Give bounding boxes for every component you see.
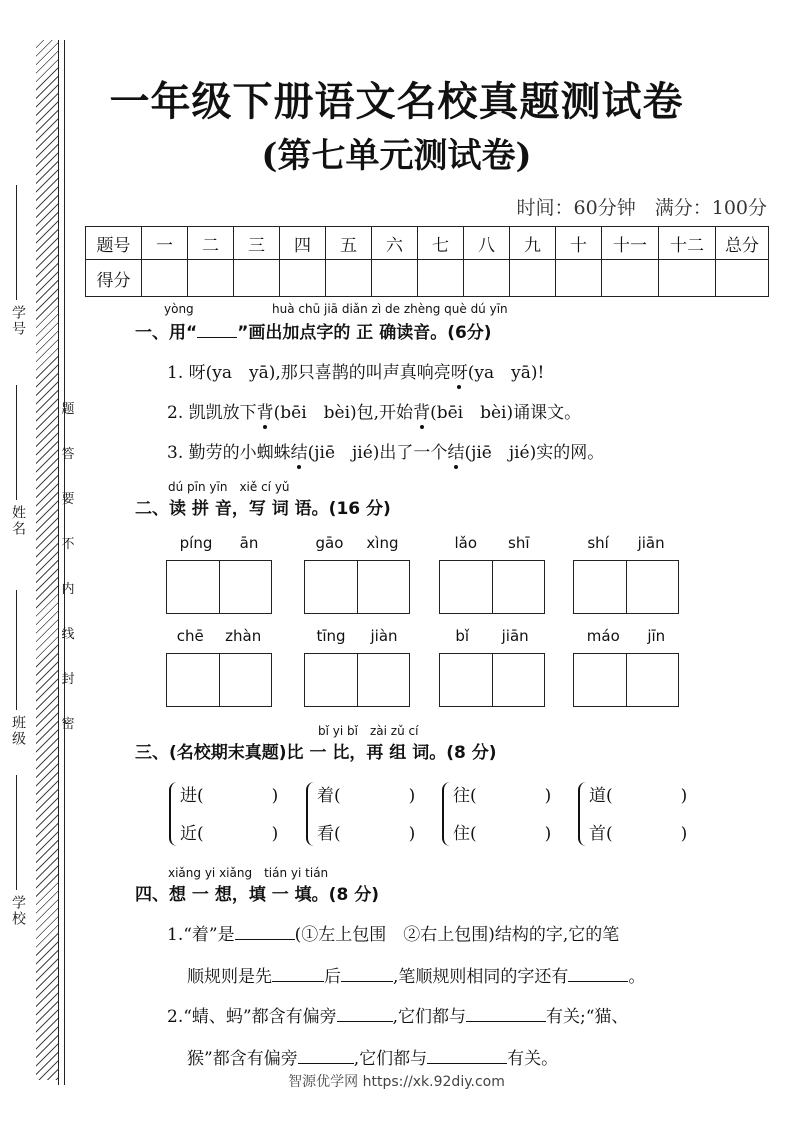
compare-item[interactable]: 看( ) [317,824,416,844]
compare-item[interactable]: 住( ) [453,824,552,844]
writing-boxes[interactable] [166,560,272,614]
section2-pinyin: dú pīn yīn xiě cí yǔ [168,480,290,494]
margin-label-school: 学校 [10,895,26,927]
section1-pinyin-b: huà chū jiā diǎn zì de zhèng què dú yīn [272,302,508,316]
score-cell[interactable] [188,260,234,297]
score-cell[interactable] [326,260,372,297]
q4-line3: 2.“蜻、蚂”都含有偏旁 ,它们都与 有关;“猫、 [167,1007,629,1027]
brace-icon [578,782,588,846]
section3-pinyin: bǐ yi bǐ zài zǔ cí [318,724,419,738]
binding-line [58,40,59,1085]
score-cell[interactable] [510,260,556,297]
answer-blank[interactable] [427,1047,507,1064]
section1-pinyin-a: yòng [164,302,194,316]
table-cell: 四 [280,227,326,260]
seal-char: 内 [61,582,75,597]
brace-icon [306,782,316,846]
score-cell[interactable] [602,260,659,297]
seal-char: 密 [61,717,75,732]
answer-blank[interactable] [341,965,393,982]
brace-icon [442,782,452,846]
section4-pinyin: xiǎng yi xiǎng tián yi tián [168,866,329,880]
section3-title: 三、(名校期末真题)比 一 比，再 组 词。(8 分) [135,743,497,763]
page-title: 一年级下册语文名校真题测试卷 [109,78,684,125]
q4-line2: 顺规则是先 后 ,笔顺规则相同的字还有 。 [187,967,646,987]
footer-watermark: 智源优学网 https://xk.92diy.com [288,1074,505,1090]
score-cell[interactable] [234,260,280,297]
seal-char: 答 [61,447,75,462]
q1-line1: 1. 呀(ya yā),那只喜鹊的叫声真响亮呀(ya yā)! [167,363,545,383]
margin-label-name: 姓名 [10,505,26,537]
table-cell: 十二 [659,227,716,260]
answer-blank[interactable] [466,1005,546,1022]
answer-blank[interactable] [235,923,295,940]
compare-item[interactable]: 进( ) [180,786,279,806]
compare-item[interactable]: 道( ) [589,786,688,806]
score-cell[interactable] [418,260,464,297]
seal-char: 线 [61,627,75,642]
seal-char: 封 [61,672,75,687]
table-cell: 六 [372,227,418,260]
section4-title: 四、想 一 想，填 一 填。(8 分) [135,885,379,905]
compare-item[interactable]: 首( ) [589,824,688,844]
table-cell: 八 [464,227,510,260]
compare-item[interactable]: 着( ) [317,786,416,806]
binding-line-inner [64,40,65,1085]
q4-line1: 1.“着”是 (①左上包围 ②右上包围)结构的字,它的笔 [167,925,620,945]
compare-item[interactable]: 近( ) [180,824,279,844]
section1-title: 一、用“ ”画出加点字的 正 确读音。(6分) [135,323,492,343]
score-cell[interactable] [372,260,418,297]
table-cell: 十一 [602,227,659,260]
seal-char: 要 [61,492,75,507]
page-subtitle: (第七单元测试卷) [261,136,532,176]
table-cell: 五 [326,227,372,260]
writing-boxes[interactable] [573,560,679,614]
table-cell: 九 [510,227,556,260]
table-cell: 一 [142,227,188,260]
table-row [86,227,769,260]
brace-icon [169,782,179,846]
score-cell[interactable] [142,260,188,297]
section2-title: 二、读 拼 音，写 词 语。(16 分) [135,499,391,519]
score-table [85,226,769,297]
writing-boxes[interactable] [439,560,545,614]
answer-blank[interactable] [298,1047,354,1064]
margin-label-class: 班级 [10,715,26,747]
answer-blank[interactable] [337,1005,393,1022]
score-cell[interactable] [280,260,326,297]
q4-line4: 猴”都含有偏旁 ,它们都与 有关。 [187,1049,559,1069]
score-cell[interactable] [716,260,769,297]
table-row [86,260,769,297]
writing-boxes[interactable] [304,653,410,707]
writing-boxes[interactable] [573,653,679,707]
q1-line2: 2. 凯凯放下背(bēi bèi)包,开始背(bēi bèi)诵课文。 [167,403,582,423]
table-cell: 三 [234,227,280,260]
seal-char: 题 [61,402,75,417]
table-cell: 十 [556,227,602,260]
table-cell: 七 [418,227,464,260]
answer-blank[interactable] [568,965,628,982]
compare-item[interactable]: 往( ) [453,786,552,806]
table-cell: 得分 [86,260,142,297]
score-cell[interactable] [556,260,602,297]
binding-hatch [36,40,58,1080]
writing-boxes[interactable] [439,653,545,707]
table-cell: 二 [188,227,234,260]
table-cell: 总分 [716,227,769,260]
seal-char: 不 [61,537,75,552]
time-info: 时间：60分钟 满分：100分 [516,197,767,219]
answer-blank[interactable] [272,965,324,982]
q1-line3: 3. 勤劳的小蜘蛛结(jiē jié)出了一个结(jiē jié)实的网。 [167,443,605,463]
margin-label-id: 学号 [10,305,26,337]
writing-boxes[interactable] [304,560,410,614]
writing-boxes[interactable] [166,653,272,707]
score-cell[interactable] [464,260,510,297]
table-cell: 题号 [86,227,142,260]
score-cell[interactable] [659,260,716,297]
